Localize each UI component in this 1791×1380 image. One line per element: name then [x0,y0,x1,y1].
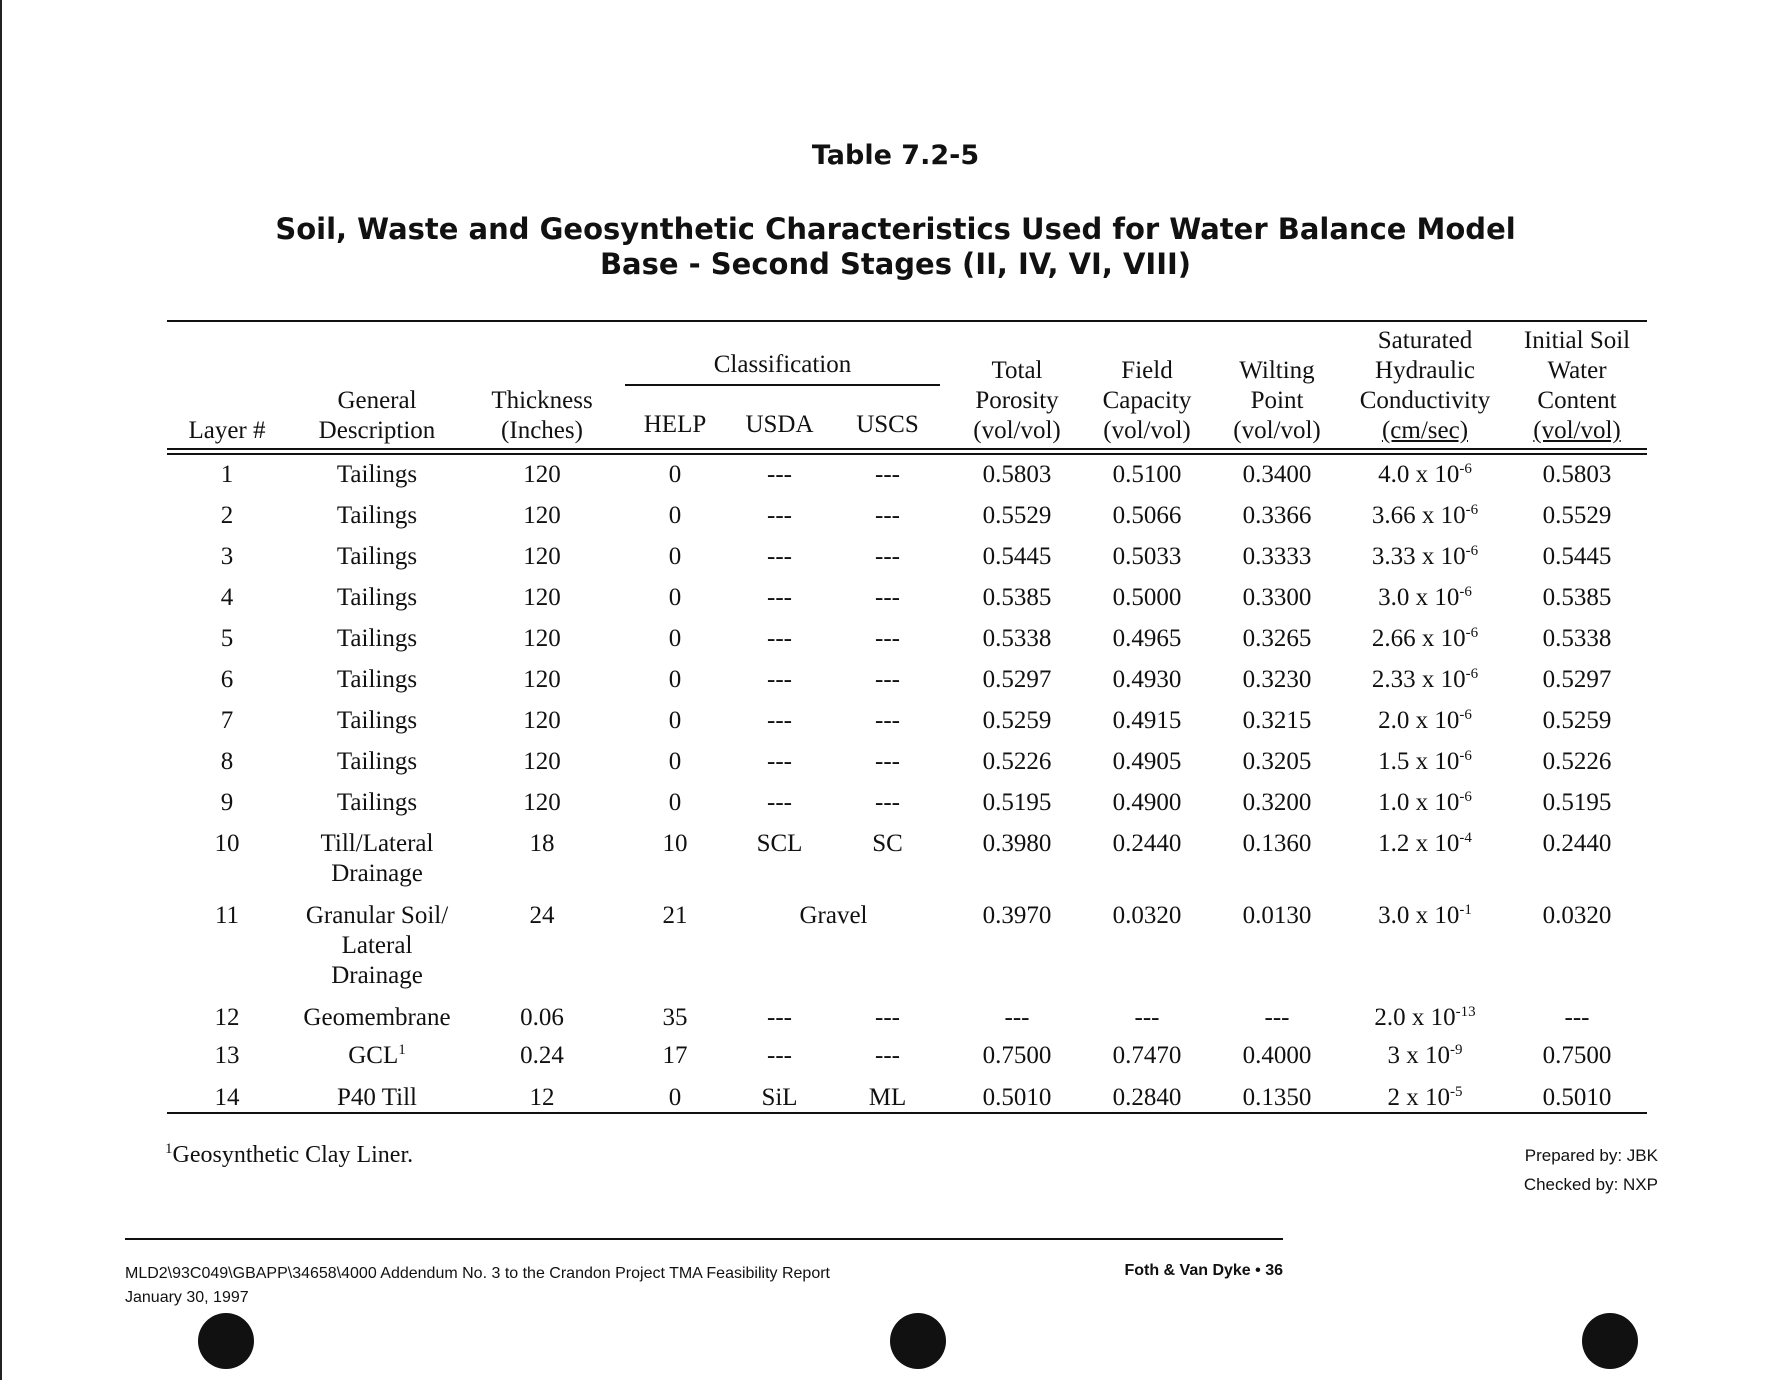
cell-field: 0.4905 [1112,748,1182,775]
cell-init: 0.5338 [1542,625,1612,652]
cell-por: 0.5297 [982,666,1052,693]
cell-init: 0.5445 [1542,543,1612,570]
cell-desc: Granular Soil/ Lateral Drainage [305,902,449,989]
cell-desc: Geomembrane [303,1004,451,1031]
cell-wilt: 0.3300 [1242,584,1312,611]
table-row [167,624,1647,665]
cell-por: 0.5385 [982,584,1052,611]
cell-por: 0.5529 [982,502,1052,529]
cell-uscs: --- [875,461,900,488]
cell-conductivity: 2 x $10^{-5}$ [1387,1084,1463,1111]
cell-field: 0.4915 [1112,707,1182,734]
cell-desc: Tailings [336,543,418,570]
table-row [167,1003,1647,1041]
cell-init: 0.5226 [1542,748,1612,775]
cell-wilt: 0.3366 [1242,502,1312,529]
table-body [167,460,1647,1121]
cell-uscs: SC [872,830,903,857]
cell-layer: 2 [220,502,234,529]
footer-reference: MLD2\93C049\GBAPP\34658\4000 Addendum No. 3 to the Crandon Project TMA Feasibility Report January 30, 1997 [125,1265,830,1306]
cell-conductivity: 3.0 x $10^{-1}$ [1378,902,1472,929]
cell-por: --- [1004,1004,1030,1031]
header-help: HELP [643,411,707,438]
cell-desc: Tailings [336,707,418,734]
cell-init: 0.0320 [1542,902,1612,929]
page-edge [0,0,2,1380]
cell-conductivity: 1.0 x $10^{-6}$ [1378,789,1472,816]
cell-desc: Tailings [336,789,418,816]
cell-conductivity: 2.33 x $10^{-6}$ [1371,666,1479,693]
header-uscs: USCS [856,411,919,438]
cell-thick: 120 [523,543,561,570]
cell-usda: --- [767,1004,792,1031]
cell-layer: 10 [214,830,240,857]
cell-thick: 120 [523,748,561,775]
header-layer: Layer # [188,417,266,444]
cell-help: 10 [662,830,688,857]
cell-conductivity: 3.33 x $10^{-6}$ [1371,543,1479,570]
cell-help: 0 [668,543,682,570]
cell-usda: --- [767,1042,792,1069]
cell-por: 0.3970 [982,902,1052,929]
table-row [167,829,1647,901]
cell-por: 0.3980 [982,830,1052,857]
cell-thick: 120 [523,502,561,529]
cell-init: 0.5010 [1542,1084,1612,1111]
cell-help: 0 [668,461,682,488]
footnote: $^1$Geosynthetic Clay Liner. [165,1141,414,1168]
footer-page: Foth & Van Dyke • 36 [1124,1262,1283,1279]
cell-usda-uscs-merged: Gravel [799,902,868,929]
cell-desc: Tailings [336,748,418,775]
cell-uscs: --- [875,502,900,529]
cell-usda: --- [767,461,792,488]
cell-uscs: --- [875,625,900,652]
cell-por: 0.5010 [982,1084,1052,1111]
cell-init: 0.7500 [1542,1042,1612,1069]
cell-conductivity: 1.5 x $10^{-6}$ [1378,748,1472,775]
table-row [167,1041,1647,1083]
cell-conductivity: 2.0 x $10^{-6}$ [1378,707,1472,734]
cell-init: 0.5195 [1542,789,1612,816]
cell-layer: 6 [220,666,234,693]
cell-field: 0.5033 [1112,543,1182,570]
cell-layer: 13 [214,1042,240,1069]
cell-field: 0.7470 [1112,1042,1182,1069]
cell-thick: 120 [523,625,561,652]
cell-field: 0.4930 [1112,666,1182,693]
cell-uscs: ML [868,1084,907,1111]
cell-field: 0.5066 [1112,502,1182,529]
header-usda: USDA [745,411,814,438]
cell-thick: 120 [523,666,561,693]
cell-init: 0.5259 [1542,707,1612,734]
cell-thick: 12 [529,1084,555,1111]
cell-usda: --- [767,502,792,529]
cell-conductivity: 2.66 x $10^{-6}$ [1371,625,1479,652]
cell-desc: Tailings [336,502,418,529]
cell-thick: 18 [529,830,555,857]
cell-wilt: 0.1360 [1242,830,1312,857]
checked-by: Checked by: NXP [1523,1175,1658,1194]
cell-layer: 3 [220,543,234,570]
cell-por: 0.5445 [982,543,1052,570]
cell-wilt: 0.3265 [1242,625,1312,652]
cell-usda: --- [767,584,792,611]
cell-usda: SCL [756,830,803,857]
cell-uscs: --- [875,707,900,734]
footer-rule [125,1238,1283,1240]
header-saturated-conductivity: Saturated Hydraulic Conductivity (cm/sec) [1359,327,1491,444]
cell-init: 0.5529 [1542,502,1612,529]
cell-wilt: --- [1264,1004,1290,1031]
cell-desc: Tailings [336,666,418,693]
cell-conductivity: 3.66 x $10^{-6}$ [1371,502,1479,529]
cell-desc: Tailings [336,625,418,652]
cell-wilt: 0.3215 [1242,707,1312,734]
cell-help: 35 [662,1004,688,1031]
cell-layer: 4 [220,584,234,611]
cell-help: 0 [668,584,682,611]
cell-help: 0 [668,707,682,734]
cell-thick: 0.06 [520,1004,564,1031]
cell-init: 0.5297 [1542,666,1612,693]
cell-help: 17 [662,1042,688,1069]
cell-thick: 0.24 [520,1042,564,1069]
cell-init: 0.2440 [1542,830,1612,857]
cell-field: 0.2440 [1112,830,1182,857]
cell-wilt: 0.3400 [1242,461,1312,488]
cell-field: 0.5100 [1112,461,1182,488]
header-field-capacity: Field Capacity (vol/vol) [1102,357,1192,444]
cell-field: 0.0320 [1112,902,1182,929]
cell-help: 0 [668,1084,682,1111]
table-title-line-1: Soil, Waste and Geosynthetic Characteristics Used for Water Balance Model [275,212,1516,246]
table-row [167,901,1647,1003]
cell-usda: --- [767,748,792,775]
cell-usda: --- [767,707,792,734]
cell-uscs: --- [875,666,900,693]
header-initial-water-content: Initial Soil Water Content (vol/vol) [1523,327,1631,444]
table-row [167,583,1647,624]
cell-wilt: 0.4000 [1242,1042,1312,1069]
cell-layer: 8 [220,748,234,775]
cell-wilt: 0.3200 [1242,789,1312,816]
cell-field: 0.5000 [1112,584,1182,611]
cell-layer: 9 [220,789,234,816]
cell-thick: 120 [523,707,561,734]
prepared-by: Prepared by: JBK [1524,1146,1658,1165]
binder-hole-left [198,1313,254,1369]
header-classification: Classification [713,351,852,378]
cell-conductivity: 3.0 x $10^{-6}$ [1378,584,1472,611]
cell-uscs: --- [875,584,900,611]
cell-conductivity: 4.0 x $10^{-6}$ [1378,461,1472,488]
table-top-rule [167,320,1647,322]
cell-thick: 120 [523,461,561,488]
cell-help: 0 [668,502,682,529]
cell-thick: 120 [523,584,561,611]
cell-init: --- [1564,1004,1590,1031]
binder-hole-center [890,1313,946,1369]
cell-uscs: --- [875,1042,900,1069]
cell-uscs: --- [875,748,900,775]
cell-usda: --- [767,789,792,816]
table-row [167,665,1647,706]
cell-wilt: 0.3333 [1242,543,1312,570]
table-row [167,542,1647,583]
cell-conductivity: 3 x $10^{-9}$ [1387,1042,1463,1069]
cell-help: 21 [662,902,688,929]
table-row [167,747,1647,788]
cell-wilt: 0.1350 [1242,1084,1312,1111]
cell-uscs: --- [875,1004,900,1031]
cell-desc: P40 Till [337,1084,417,1111]
cell-por: 0.5226 [982,748,1052,775]
cell-help: 0 [668,666,682,693]
cell-por: 0.5803 [982,461,1052,488]
cell-por: 0.5338 [982,625,1052,652]
header-total-porosity: Total Porosity (vol/vol) [973,357,1061,444]
cell-conductivity: 2.0 x $10^{-13}$ [1374,1004,1476,1031]
cell-desc: GCL$^1$ [348,1042,406,1069]
cell-por: 0.7500 [982,1042,1052,1069]
table-header [167,327,1647,446]
header-thickness: Thickness (Inches) [491,387,593,444]
cell-usda: SiL [761,1084,798,1111]
header-wilting-point: Wilting Point (vol/vol) [1233,357,1321,444]
table-row [167,460,1647,501]
cell-uscs: --- [875,789,900,816]
cell-layer: 1 [220,461,234,488]
cell-field: 0.4900 [1112,789,1182,816]
cell-usda: --- [767,625,792,652]
cell-usda: --- [767,666,792,693]
cell-wilt: 0.3205 [1242,748,1312,775]
cell-help: 0 [668,625,682,652]
cell-field: 0.2840 [1112,1084,1182,1111]
binder-hole-right [1582,1313,1638,1369]
cell-desc: Till/Lateral Drainage [320,830,434,887]
cell-desc: Tailings [336,461,418,488]
cell-layer: 5 [220,625,234,652]
header-rule-2 [167,453,1647,455]
table-row [167,501,1647,542]
table-title-line-2: Base - Second Stages (II, IV, VI, VIII) [599,247,1192,281]
cell-field: --- [1134,1004,1160,1031]
cell-desc: Tailings [336,584,418,611]
cell-layer: 12 [214,1004,240,1031]
cell-thick: 120 [523,789,561,816]
cell-uscs: --- [875,543,900,570]
cell-field: 0.4965 [1112,625,1182,652]
cell-layer: 14 [214,1084,240,1111]
table-number: Table 7.2-5 [811,140,980,171]
cell-init: 0.5385 [1542,584,1612,611]
cell-layer: 11 [214,902,240,929]
cell-help: 0 [668,789,682,816]
cell-layer: 7 [220,707,234,734]
table-row [167,1083,1647,1121]
table-row [167,788,1647,829]
cell-wilt: 0.0130 [1242,902,1312,929]
cell-wilt: 0.3230 [1242,666,1312,693]
cell-conductivity: 1.2 x $10^{-4}$ [1378,830,1472,857]
cell-por: 0.5195 [982,789,1052,816]
header-general-description: General Description [318,387,436,444]
cell-init: 0.5803 [1542,461,1612,488]
header-rule-1 [167,448,1647,450]
cell-help: 0 [668,748,682,775]
cell-thick: 24 [529,902,555,929]
table-row [167,706,1647,747]
cell-usda: --- [767,543,792,570]
cell-por: 0.5259 [982,707,1052,734]
